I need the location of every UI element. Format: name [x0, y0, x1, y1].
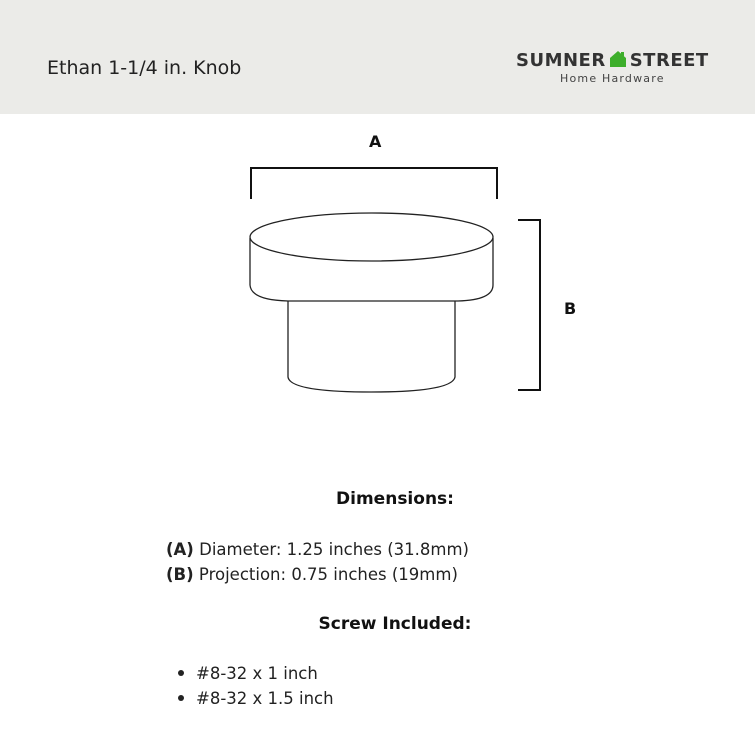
bullet-icon [178, 695, 184, 701]
knob-diagram [0, 114, 755, 414]
brand-tagline: Home Hardware [560, 72, 665, 85]
spec-key: (B) [166, 565, 194, 584]
brand-name-right: STREET [629, 50, 709, 71]
product-title: Ethan 1-1/4 in. Knob [47, 57, 242, 79]
spec-projection [166, 565, 458, 584]
screw-heading: Screw Included: [318, 614, 472, 634]
bullet-icon [178, 670, 184, 676]
dimensions-heading: Dimensions: [336, 489, 454, 509]
dimension-a-label: A [369, 132, 382, 151]
list-item: #8-32 x 1.5 inch [178, 689, 334, 714]
dimension-b-bracket [518, 220, 540, 390]
screw-list [178, 664, 334, 714]
house-icon [608, 50, 628, 68]
spec-text: Diameter: 1.25 inches (31.8mm) [199, 540, 469, 559]
brand-logo [516, 46, 721, 90]
knob-outline [250, 213, 493, 392]
list-item: #8-32 x 1 inch [178, 664, 334, 689]
dimension-a-bracket [251, 168, 497, 199]
dimension-b-label: B [564, 299, 577, 318]
spec-diameter [166, 540, 469, 559]
spec-text: Projection: 0.75 inches (19mm) [198, 565, 458, 584]
brand-wordmark [516, 50, 709, 71]
brand-name-left: SUMNER [516, 50, 606, 71]
spec-key: (A) [166, 540, 194, 559]
header-bar [0, 0, 755, 114]
